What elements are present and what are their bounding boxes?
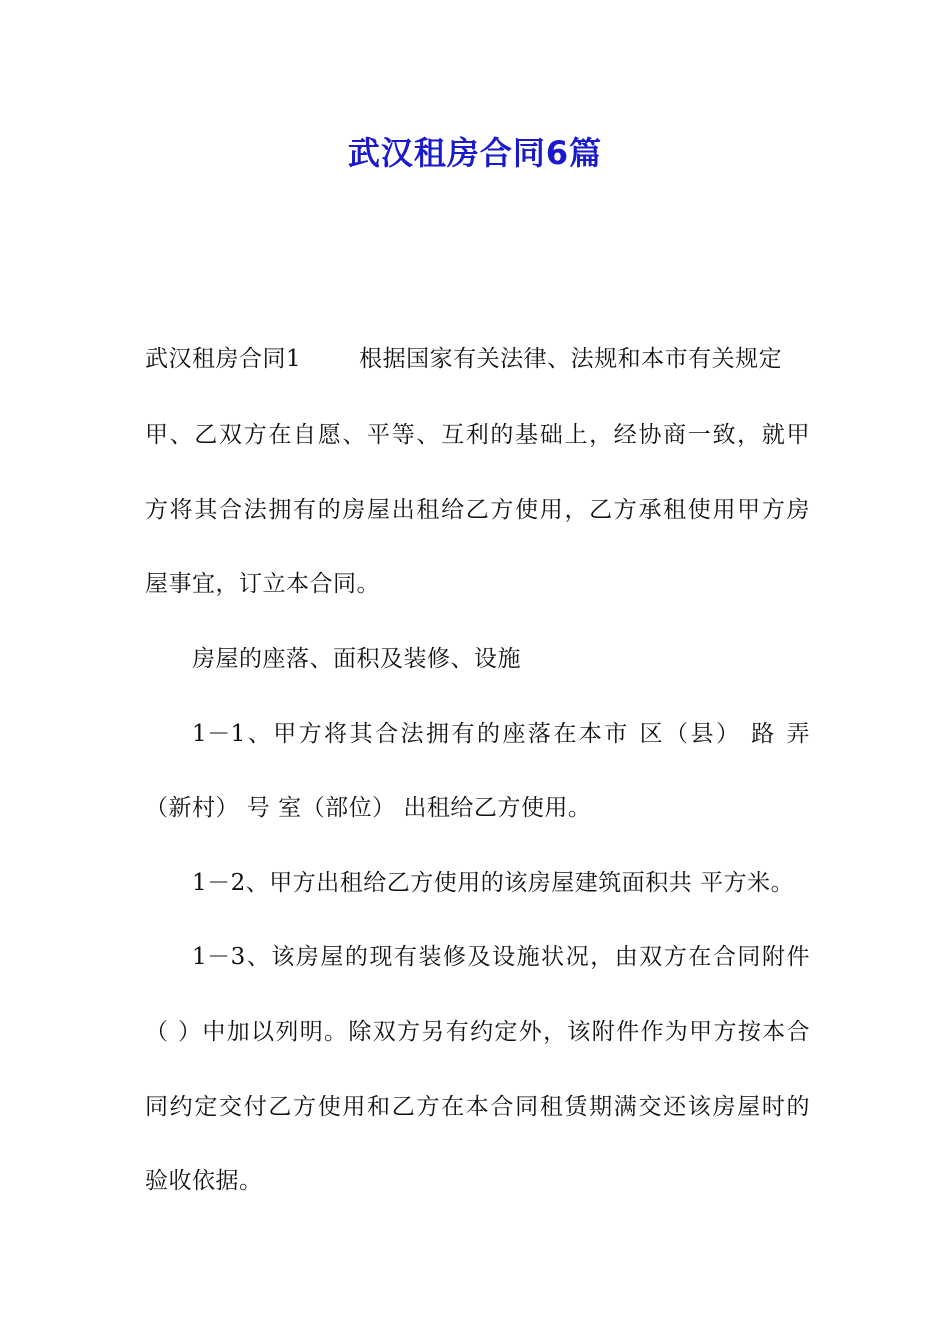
paragraph-line: 甲、乙双方在自愿、平等、互利的基础上，经协商一致，就甲 [145, 422, 810, 448]
clause-line: 1－1、甲方将其合法拥有的座落在本市 区（县） 路 弄 [192, 721, 810, 747]
section-heading: 房屋的座落、面积及装修、设施 [192, 646, 521, 672]
clause-line: 1－2、甲方出租给乙方使用的该房屋建筑面积共 平方米。 [192, 870, 795, 896]
document-title: 武汉租房合同6篇 [347, 134, 603, 172]
clause-line: 验收依据。 [145, 1168, 263, 1194]
contract-heading: 武汉租房合同1 [145, 346, 302, 372]
clause-line: 1－3、该房屋的现有装修及设施状况，由双方在合同附件 [192, 944, 810, 970]
paragraph-line: 屋事宜，订立本合同。 [145, 571, 380, 597]
clause-line: （新村） 号 室（部位） 出租给乙方使用。 [145, 795, 592, 821]
paragraph-line: 方将其合法拥有的房屋出租给乙方使用，乙方承租使用甲方房 [145, 497, 810, 523]
clause-line: 同约定交付乙方使用和乙方在本合同租赁期满交还该房屋时的 [145, 1094, 810, 1120]
clause-line: （ ）中加以列明。除双方另有约定外，该附件作为甲方按本合 [145, 1019, 810, 1045]
line-text: 根据国家有关法律、法规和本市有关规定 [359, 346, 783, 372]
paragraph-line [145, 343, 810, 375]
